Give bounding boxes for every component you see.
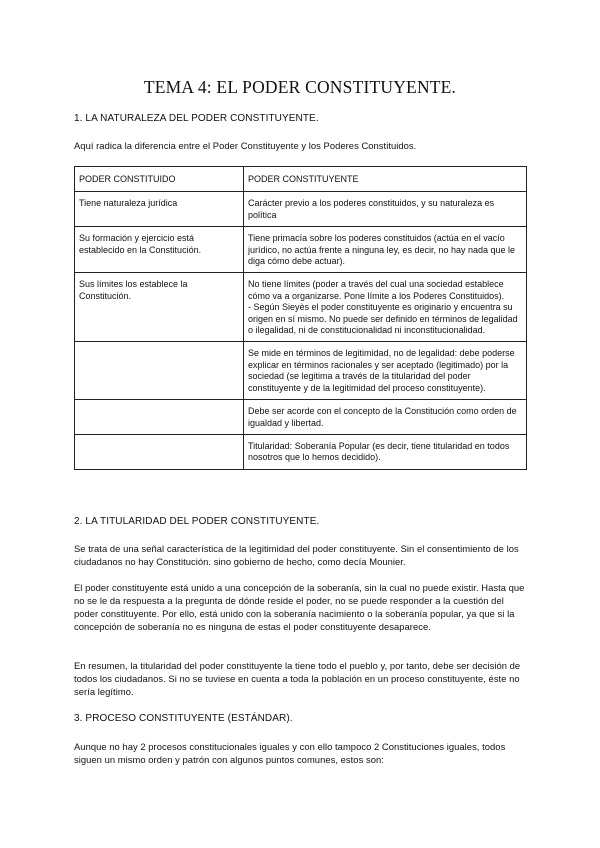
table-cell-constituyente: Tiene primacía sobre los poderes constituidos (actúa en el vacío jurídico, no actúa frente a ninguna ley, es decir, no hay nada que le diga cómo debe actuar).: [244, 227, 527, 273]
table-cell-constituido: [75, 342, 244, 400]
table-row: [75, 273, 527, 342]
table-cell-constituyente: Titularidad: Soberanía Popular (es decir, tiene titularidad en todos nosotros que lo hemos decidido).: [244, 434, 527, 469]
table-cell-constituido: Su formación y ejercicio está establecido en la Constitución.: [75, 227, 244, 273]
table-row: [75, 192, 527, 227]
section-2-heading: 2. LA TITULARIDAD DEL PODER CONSTITUYENTE.: [74, 516, 320, 527]
section-2-paragraph: Se trata de una señal característica de la legitimidad del poder constituyente. Sin el consentimiento de los ciudadanos no hay Constitución. sino gobierno de hecho, como decía Mounier.: [74, 543, 519, 567]
section-1-heading: 1. LA NATURALEZA DEL PODER CONSTITUYENTE.: [74, 113, 319, 124]
table-row: [75, 400, 527, 435]
table-header-cell: PODER CONSTITUIDO: [75, 167, 244, 192]
table-row: [75, 434, 527, 469]
table-cell-line: - Según Sieyès el poder constituyente es originario y encuentra su origen en sí mismo. No puede ser definido en términos de legalidad o ilegalidad, ni de constitucionalidad ni inconstitucionalidad.: [248, 302, 518, 336]
table-cell-constituyente: [244, 273, 527, 342]
table-row: [75, 227, 527, 273]
table-header-row: [75, 167, 527, 192]
table-row: [75, 342, 527, 400]
table-cell-constituido: [75, 434, 244, 469]
comparison-table: [74, 166, 527, 470]
table-cell-constituyente: Se mide en términos de legitimidad, no de legalidad: debe poderse explicar en términos racionales y ser aceptado (legitimado) por la sociedad (se legitima a través de la titularidad del poder constituyente y de la legitimidad del proceso constituyente).: [244, 342, 527, 400]
table-cell-constituyente: Carácter previo a los poderes constituidos, y su naturaleza es política: [244, 192, 527, 227]
section-3-heading: 3. PROCESO CONSTITUYENTE (ESTÁNDAR).: [74, 713, 293, 724]
table-cell-constituyente: Debe ser acorde con el concepto de la Constitución como orden de igualdad y libertad.: [244, 400, 527, 435]
table-header-cell: PODER CONSTITUYENTE: [244, 167, 527, 192]
page-title: TEMA 4: EL PODER CONSTITUYENTE.: [143, 77, 457, 97]
table-cell-line: No tiene límites (poder a través del cual una sociedad establece cómo va a organizarse. Pone límite a los Poderes Constituidos).: [248, 279, 505, 301]
section-3-paragraph: Aunque no hay 2 procesos constitucionales iguales y con ello tampoco 2 Constituciones iguales, todos siguen un mismo orden y patrón con algunos puntos comunes, estos son:: [74, 741, 506, 765]
table-cell-constituido: [75, 400, 244, 435]
table-cell-constituido: Tiene naturaleza jurídica: [75, 192, 244, 227]
section-2-paragraph: En resumen, la titularidad del poder constituyente la tiene todo el pueblo y, por tanto, debe ser decisión de todos los ciudadanos. Si no se tuviese en cuenta a toda la población en un proceso constituyente, éste no sería legítimo.: [74, 660, 521, 697]
table-cell-constituido: Sus límites los establece la Constitución.: [75, 273, 244, 342]
section-1-intro: Aquí radica la diferencia entre el Poder Constituyente y los Poderes Constituidos.: [74, 140, 417, 151]
section-2-paragraph: El poder constituyente está unido a una concepción de la soberanía, sin la cual no puede existir. Hasta que no se le da respuesta a la pregunta de dónde reside el poder, no se puede responder a la cuestión del poder constituyente. Por ello, está unido con la soberanía nacimiento o la soberanía popular, ya que si la concepción de soberanía no es ninguna de estas el poder constituyente desaparece.: [74, 582, 525, 632]
